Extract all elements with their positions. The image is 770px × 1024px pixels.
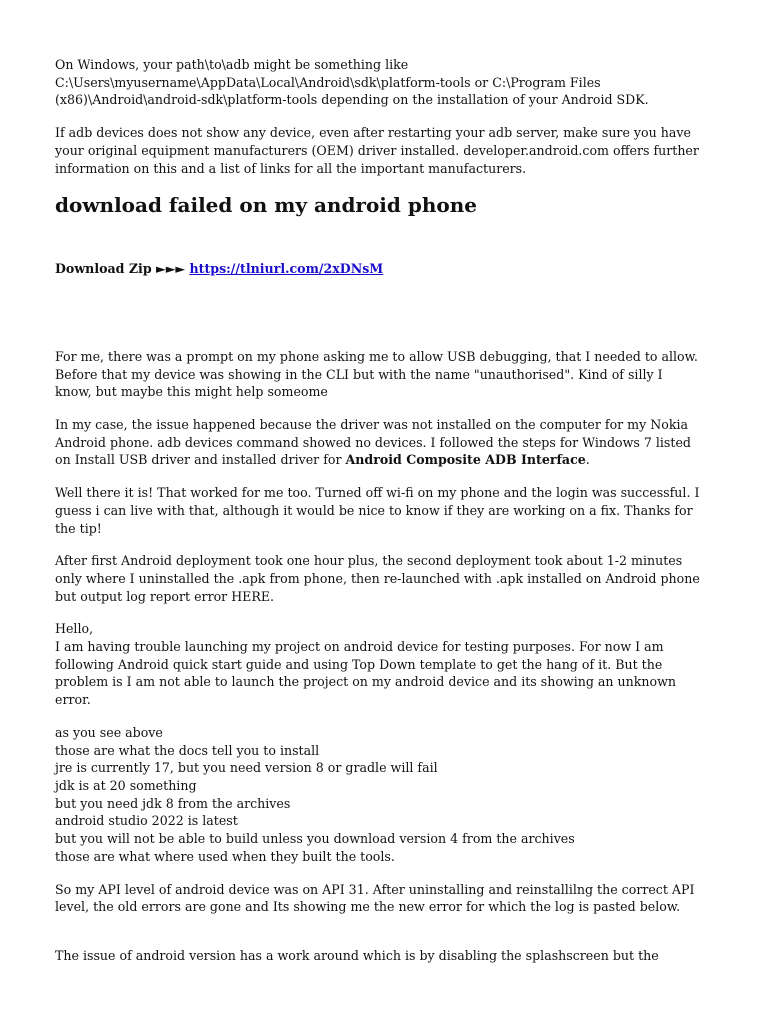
page-heading: download failed on my android phone — [55, 193, 477, 218]
text-line: The issue of android version has a work around which is by disabling the splashscreen but the — [55, 947, 659, 963]
text-line: following Android quick start guide and using Top Down template to get the hang of it. But the — [55, 656, 663, 672]
hello-paragraph — [55, 620, 715, 709]
text-line: those are what the docs tell you to install — [55, 742, 320, 758]
text-line: For me, there was a prompt on my phone asking me to allow USB debugging, that I needed to allow. — [55, 348, 698, 364]
nokia-driver-paragraph — [55, 416, 715, 469]
text-line: So my API level of android device was on API 31. After uninstalling and reinstallilng the correct API — [55, 881, 695, 897]
document-page — [55, 56, 715, 980]
text-line: your original equipment manufacturers (OEM) driver installed. developer.android.com offers further — [55, 142, 699, 158]
text-line: only where I uninstalled the .apk from phone, then re-launched with .apk installed on Android phone — [55, 570, 700, 586]
text-line: level, the old errors are gone and Its showing me the new error for which the log is pasted below. — [55, 899, 681, 915]
text-line: on Install USB driver and installed driver for — [55, 452, 346, 468]
download-label: Download Zip ►►► — [55, 261, 190, 277]
text-line: information on this and a list of links for all the important manufacturers. — [55, 160, 527, 176]
text-line: Hello, — [55, 621, 94, 637]
text-line: the tip! — [55, 520, 102, 536]
text-line: know, but maybe this might help someome — [55, 384, 328, 400]
text-line: In my case, the issue happened because the driver was not installed on the computer for my Nokia — [55, 417, 689, 433]
text-line: but output log report error HERE. — [55, 588, 275, 604]
versions-paragraph — [55, 724, 715, 866]
splashscreen-paragraph — [55, 947, 715, 965]
text-line: (x86)\Android\android-sdk\platform-tools depending on the installation of your Android SDK. — [55, 92, 649, 108]
text-line: C:\Users\myusername\AppData\Local\Android\sdk\platform-tools or C:\Program Files — [55, 74, 601, 90]
text-line: jdk is at 20 something — [55, 777, 197, 793]
text-line: Before that my device was showing in the CLI but with the name "unauthorised". Kind of silly I — [55, 366, 663, 382]
text-line: After first Android deployment took one hour plus, the second deployment took about 1-2 minutes — [55, 553, 683, 569]
download-link[interactable]: https://tlniurl.com/2xDNsM — [189, 261, 384, 277]
text-line: as you see above — [55, 724, 163, 740]
text-line: jre is currently 17, but you need version 8 or gradle will fail — [55, 760, 438, 776]
text-line: Android phone. adb devices command showed no devices. I followed the steps for Windows 7 listed — [55, 434, 691, 450]
text-line: On Windows, your path\to\adb might be something like — [55, 57, 409, 72]
text-line: error. — [55, 692, 91, 708]
text-line: . — [585, 452, 590, 468]
text-line: android studio 2022 is latest — [55, 813, 238, 829]
download-line — [55, 260, 715, 278]
text-line: but you need jdk 8 from the archives — [55, 795, 291, 811]
text-line: problem is I am not able to launch the project on my android device and its showing an unknown — [55, 674, 676, 690]
adb-path-paragraph — [55, 56, 715, 109]
bold-driver-name: Android Composite ADB Interface — [345, 452, 586, 468]
text-line: Well there it is! That worked for me too. Turned off wi-fi on my phone and the login was successful. I — [55, 485, 700, 501]
wifi-paragraph — [55, 484, 715, 537]
text-line: but you will not be able to build unless you download version 4 from the archives — [55, 831, 575, 847]
text-line: I am having trouble launching my project on android device for testing purposes. For now I am — [55, 639, 664, 655]
text-line: If adb devices does not show any device, even after restarting your adb server, make sure you have — [55, 125, 691, 141]
text-line: those are what where used when they built the tools. — [55, 848, 395, 864]
deployment-paragraph — [55, 552, 715, 605]
usb-debugging-paragraph — [55, 348, 715, 401]
oem-driver-paragraph — [55, 124, 715, 177]
api-level-paragraph — [55, 881, 715, 916]
text-line: guess i can live with that, although it would be nice to know if they are working on a fix. Thanks for — [55, 502, 693, 518]
